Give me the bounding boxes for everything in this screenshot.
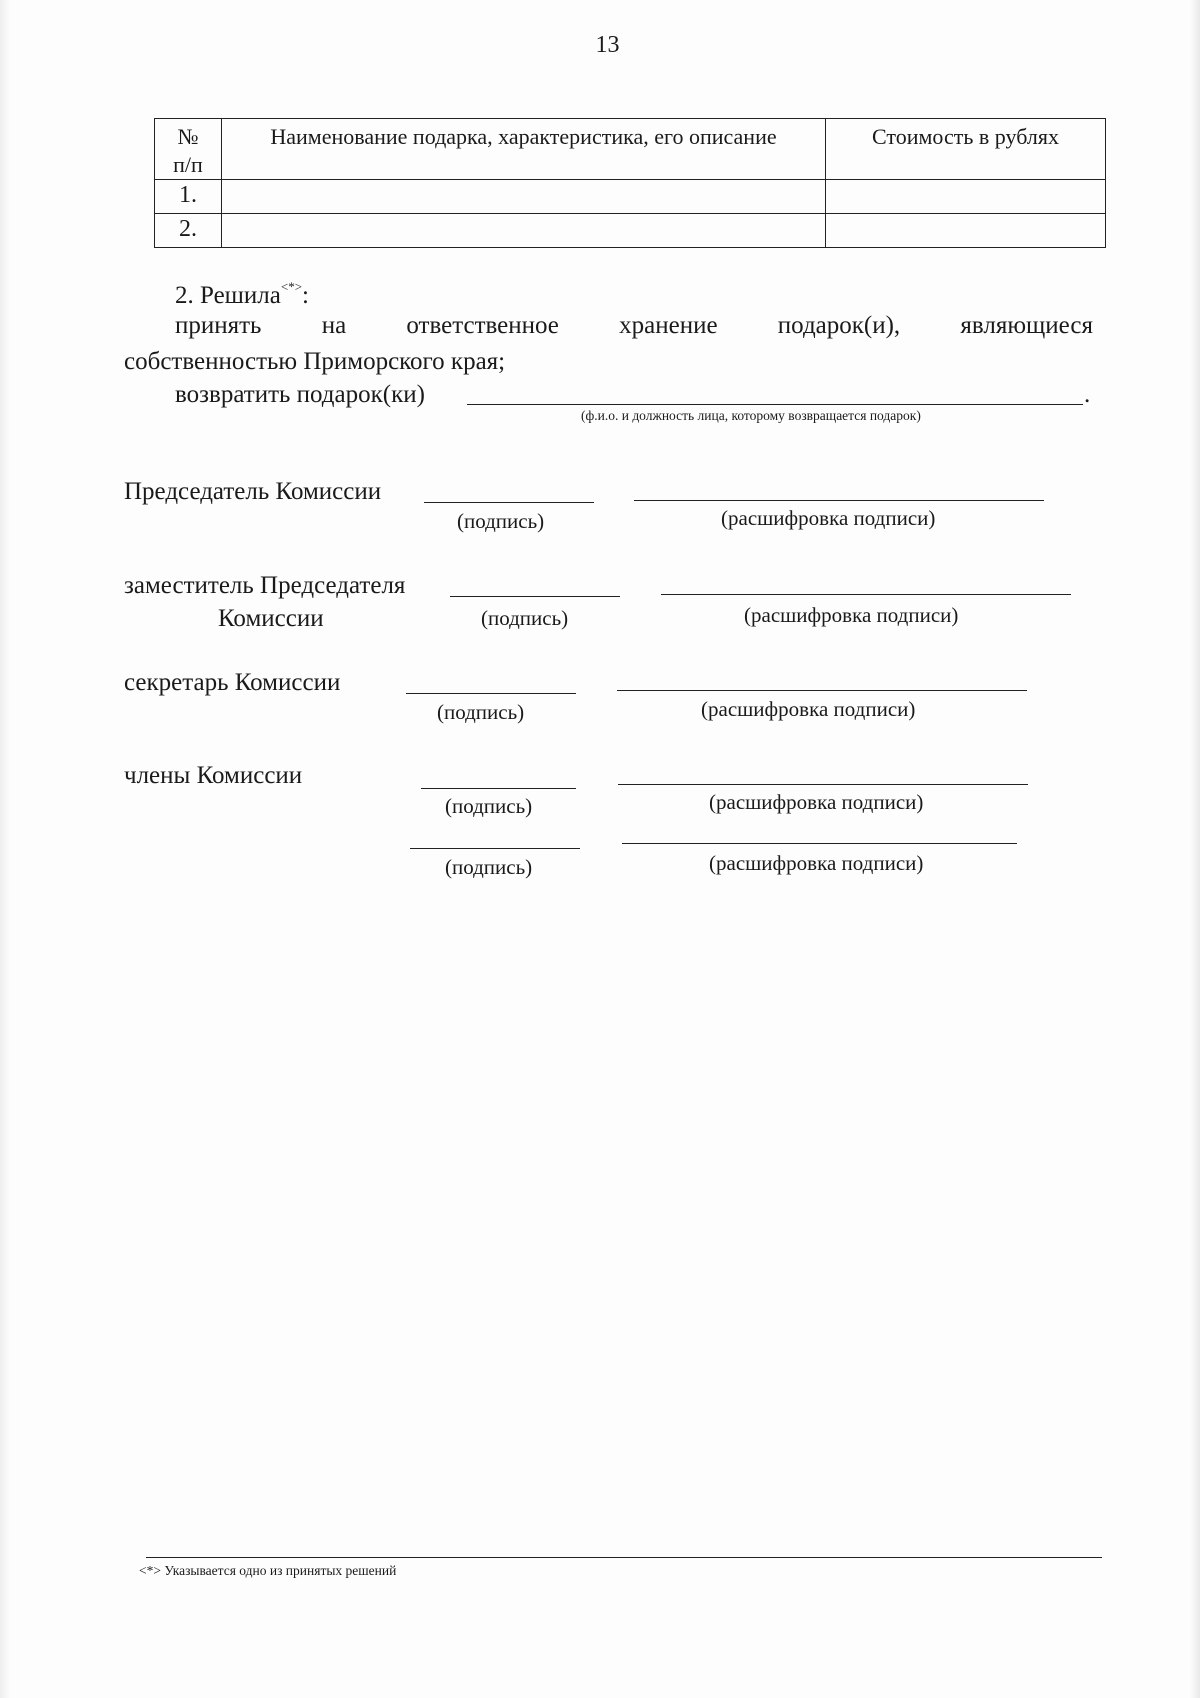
page-number: 13 — [595, 32, 620, 58]
signature-caption: (подпись) — [445, 855, 533, 879]
secretary-label: секретарь Комиссии — [124, 669, 341, 696]
accept-line — [175, 312, 1093, 340]
row-number: 2. — [155, 214, 222, 248]
member-decode-line — [618, 784, 1028, 785]
accept-word: принять — [175, 312, 262, 339]
header-number-abbr: п/п — [173, 152, 203, 177]
deputy-label: заместитель Председателя — [124, 572, 406, 599]
members-label: члены Комиссии — [124, 762, 303, 789]
decode-caption: (расшифровка подписи) — [721, 506, 936, 530]
accept-word: являющиеся — [960, 312, 1093, 339]
decode-caption: (расшифровка подписи) — [701, 697, 916, 721]
table-row — [155, 180, 1106, 214]
table-header-row — [155, 119, 1106, 180]
signature-caption: (подпись) — [481, 606, 569, 630]
accept-word: ответственное — [406, 312, 559, 339]
row-number: 1. — [155, 180, 222, 214]
return-recipient-line — [467, 404, 1083, 405]
header-number — [155, 119, 222, 180]
row-gift-name — [222, 180, 826, 214]
gifts-table — [154, 118, 1106, 248]
deputy-label-continuation: Комиссии — [218, 605, 324, 632]
signature-caption: (подпись) — [437, 700, 525, 724]
decode-caption: (расшифровка подписи) — [709, 790, 924, 814]
table-row — [155, 214, 1106, 248]
chairman-label: Председатель Комиссии — [124, 478, 382, 505]
secretary-decode-line — [617, 690, 1027, 691]
footnote-text: <*> Указывается одно из принятых решений — [139, 1563, 397, 1578]
accept-line-continuation: собственностью Приморского края; — [124, 348, 506, 375]
deputy-signature-line — [450, 596, 620, 597]
chairman-decode-line — [634, 500, 1044, 501]
decision-heading — [175, 279, 309, 310]
chairman-signature-line — [424, 502, 594, 503]
secretary-signature-line — [406, 693, 576, 694]
accept-word: подарок(и), — [777, 312, 901, 339]
decision-heading-text: 2. Решила — [175, 282, 281, 309]
return-label: возвратить подарок(ки) — [175, 381, 425, 408]
decode-caption: (расшифровка подписи) — [744, 603, 959, 627]
row-cost — [826, 214, 1106, 248]
page-edge-right — [1190, 0, 1200, 1698]
row-gift-name — [222, 214, 826, 248]
header-number-symbol: № — [177, 124, 199, 149]
decision-heading-colon: : — [302, 282, 309, 309]
signature-caption: (подпись) — [445, 794, 533, 818]
header-cost: Стоимость в рублях — [826, 119, 1106, 180]
page-edge-left — [0, 0, 10, 1698]
return-caption: (ф.и.о. и должность лица, которому возвращается подарок) — [581, 408, 921, 423]
header-gift-name: Наименование подарка, характеристика, его описание — [222, 119, 826, 180]
member-decode-line — [622, 843, 1017, 844]
accept-word: хранение — [619, 312, 718, 339]
accept-word: на — [321, 312, 347, 339]
row-cost — [826, 180, 1106, 214]
member-signature-line — [410, 848, 580, 849]
member-signature-line — [421, 788, 576, 789]
deputy-decode-line — [661, 594, 1071, 595]
return-end-period: . — [1084, 381, 1091, 408]
signature-caption: (подпись) — [457, 509, 545, 533]
decision-footnote-mark: <*> — [280, 279, 303, 294]
decode-caption: (расшифровка подписи) — [709, 851, 924, 875]
footnote-separator — [146, 1557, 1102, 1558]
